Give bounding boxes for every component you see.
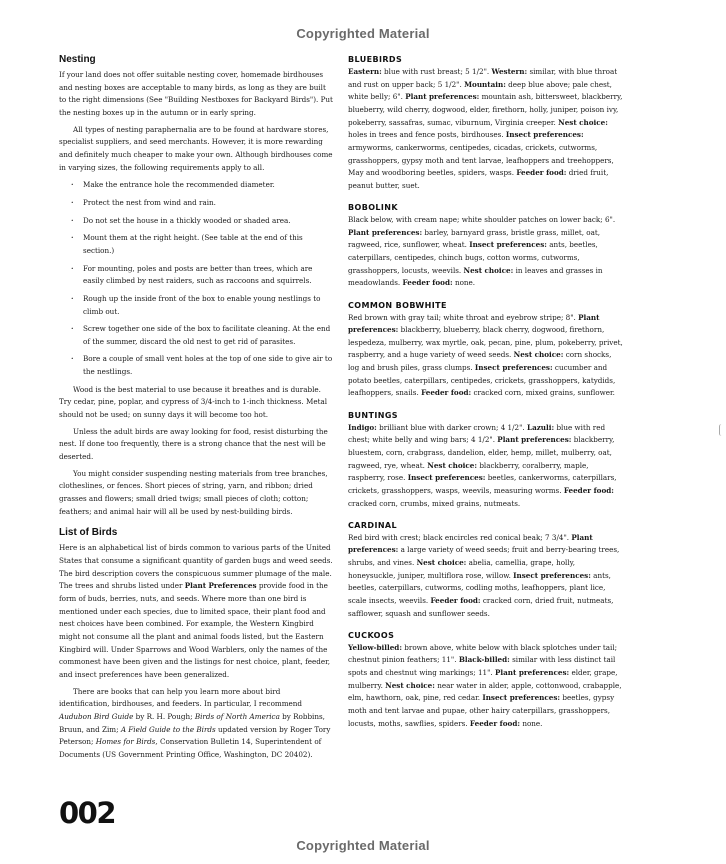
text: cracked corn, mixed grains, sunflower. — [473, 388, 615, 398]
page-edge-mark — [719, 424, 724, 436]
list-item: · Make the entrance hole the recommended diameter. — [77, 179, 333, 192]
text: Red bird with crest; black encircles red conical beak; 7 3/4". — [348, 532, 570, 542]
text: Conservation Bulletin 14, Superintendent of Documents (US Government Printing Office, Washington, DC 20402). — [59, 737, 322, 759]
list-item: · Protect the nest from wind and rain. — [77, 197, 333, 210]
text: corn shocks, log and brush piles, grass clumps. — [348, 350, 612, 373]
feeder-label: Feeder food: — [430, 595, 481, 605]
text: none. — [522, 718, 543, 728]
nest-label: Nest choice: — [416, 558, 467, 567]
insect-label: Insect preferences: — [513, 570, 591, 580]
text: brown above, white below with black splotches under tail; chestnut pinion feathers; 11". — [348, 642, 618, 665]
bird-description — [348, 312, 624, 401]
bird-name: COMMON BOBWHITE — [348, 300, 447, 310]
text: blackberry, coralberry, maple, raspberry, rose. — [348, 460, 589, 483]
nest-label: Nest choice: — [463, 265, 514, 275]
list-item: · Bore a couple of small vent holes at the top of one side to give air to the nestlings. — [77, 353, 333, 378]
text: armyworms, cankerworms, centipedes, cicadas, crickets, cutworms, grasshoppers, gypsy moth and tent larvae, leafhoppers and treehoppers, May and woodboring beetles, spiders, wasps. — [348, 142, 614, 178]
bird-name: BLUEBIRDS — [348, 55, 403, 64]
text: deep blue above; pale chest, white belly; 6". — [348, 79, 612, 102]
right-column — [348, 54, 624, 740]
text: barley, barnyard grass, bristle grass, millet, oat, ragweed, rice, sunflower, wheat. — [348, 227, 601, 250]
list-item: · Rough up the inside front of the box to enable young nestlings to climb out. — [77, 293, 333, 318]
text: dried fruit, peanut butter, suet. — [348, 168, 609, 190]
text: blackberry, bluestem, corn, crabgrass, dandelion, elder, hemp, millet, mulberry, oat, ragweed, rye, wheat. — [348, 435, 615, 470]
feeder-label: Feeder food: — [402, 278, 453, 288]
copyright-watermark-bottom: Copyrighted Material — [296, 838, 430, 853]
nest-label: Nest choice: — [385, 680, 435, 690]
text: a large variety of weed seeds; fruit and berry-bearing trees, shrubs, and vines. — [348, 545, 620, 567]
text: similar, with blue throat and rust on upper back; 5 1/2". — [348, 67, 618, 89]
plant-label: Plant preferences: — [348, 532, 593, 555]
feeder-label: Feeder food: — [516, 168, 567, 178]
text: cucumber and potato beetles, caterpillars, centipedes, crickets, grasshoppers, katydids, leafhoppers, snails. — [348, 363, 616, 398]
term-plant-preferences: Plant Preferences — [184, 581, 257, 591]
plant-label: Plant preferences: — [348, 227, 423, 237]
text: mountain ash, bittersweet, blackberry, blueberry, wild cherry, dogwood, elder, firethorn, holly, juniper, poison ivy, pokeberry, sassafras, sumac, viburnum, Virginia creeper. — [348, 92, 623, 127]
text: by R. H. Pough; — [135, 711, 193, 721]
feeder-label: Feeder food: — [421, 388, 472, 398]
nesting-heading: Nesting — [59, 54, 96, 65]
insect-label: Insect preferences: — [469, 240, 547, 250]
text: Red brown with gray tail; white throat and eyebrow stripe; 8". — [348, 312, 576, 322]
insect-label: Insect preferences: — [474, 363, 553, 373]
bird-name: BUNTINGS — [348, 410, 398, 420]
nest-label: Nest choice: — [558, 117, 608, 127]
nesting-paragraph-2: All types of nesting paraphernalia are to be found at hardware stores, specialist suppliers, and seed merchants. However, it is more rewarding and definitely much cheaper to make your own. Although birdhouses come in varying sizes, the following requirements apply to all. — [59, 124, 333, 172]
plant-label: Plant preferences: — [405, 92, 480, 102]
copyright-watermark-top: Copyrighted Material — [296, 26, 430, 41]
text: in leaves and grasses in meadowlands. — [348, 265, 603, 288]
bird-description — [348, 422, 624, 511]
text: updated version by Roger Tory Peterson; — [59, 724, 331, 747]
variety-label: Indigo: — [348, 422, 377, 432]
text: provide food in the form of buds, berries, nuts, and seeds. Where more than one bird is mentioned under each species, due to limited space, their plant food and nest choices have been combined. For example, the Western Kingbird might not consume all the plant and animal foods listed, but the Eastern Kingbird will. Under Sparrows and Wood Warblers, only the names of the commonest have been given and the listings for nest choice, plant, feeder, and insect preferences have been generalized. — [59, 581, 331, 679]
plant-label: Plant preferences: — [495, 668, 570, 678]
text: by Robbins, Bruun, and Zim; — [59, 711, 325, 734]
nesting-paragraph-5: You might consider suspending nesting materials from tree branches, clotheslines, or fences. Short pieces of string, yarn, and ribbon; dried grasses and flowers; small dried twigs; small pieces of cloth; cotton; feathers; and animal hair will all be used by nest-building birds. — [59, 468, 328, 516]
bird-entry-bluebirds — [348, 54, 624, 193]
list-item: · Do not set the house in a thickly wooded or shaded area. — [77, 215, 333, 228]
nesting-paragraph-1: If your land does not offer suitable nesting cover, homemade birdhouses and nesting boxes are acceptable to many birds, as long as they are built to the right dimensions (See "Building Nestboxes for Backyard Birds"). Put the nesting boxes up in the autumn or in early spring. — [59, 70, 333, 117]
list-paragraph-2 — [59, 686, 333, 762]
book-title: Audubon Bird Guide — [59, 711, 134, 721]
text: cracked corn, dried fruit, nutmeats, safflower, squash and sunflower seeds. — [348, 595, 614, 618]
bird-description — [348, 532, 624, 621]
bird-entry-cuckoos — [348, 630, 624, 731]
feeder-label: Feeder food: — [563, 485, 614, 495]
list-item: · For mounting, poles and posts are better than trees, which are easily climbed by nest raiders, such as raccoons and squirrels. — [77, 263, 333, 288]
left-column — [59, 54, 333, 762]
list-item: · Mount them at the right height. (See table at the end of this section.) — [77, 232, 333, 257]
nesting-paragraph-4: Unless the adult birds are away looking for food, resist disturbing the nest. If done too frequently, there is a strong chance that the nest will be deserted. — [59, 426, 328, 462]
requirements-list — [59, 179, 333, 379]
insect-label: Insect preferences: — [407, 473, 486, 483]
nest-label: Nest choice: — [513, 350, 564, 360]
text: cracked corn, crumbs, mixed grains, nutmeats. — [348, 498, 521, 508]
bird-entry-buntings — [348, 410, 624, 511]
text: ants, beetles, caterpillars, cutworms, codling moths, leafhoppers, plant lice, scale insects, weevils. — [348, 570, 611, 605]
list-paragraph-1 — [59, 542, 333, 681]
variety-label: Lazuli: — [527, 422, 555, 432]
text: none. — [454, 278, 476, 288]
variety-label: Western: — [491, 67, 528, 76]
variety-label: Mountain: — [464, 79, 506, 89]
text: beetles, gypsy moth and tent larvae and pupae, other hairy caterpillars, grasshoppers, locusts, moths, sawflies, spiders. — [348, 693, 615, 728]
bird-entry-bobolink — [348, 202, 624, 290]
book-title: Homes for Birds, — [95, 737, 158, 747]
bird-name: BOBOLINK — [348, 203, 398, 213]
text: similar with less distinct tail spots and chestnut wing markings; 11". — [348, 655, 616, 678]
text: There are books that can help you learn more about bird identification, birdhouses, and feeders. In particular, I recommend — [59, 686, 303, 709]
text: ants, beetles, caterpillars, centipedes, chinch bugs, cotton worms, cutworms, grasshoppers, locusts, weevils. — [348, 240, 598, 275]
insect-label: Insect preferences: — [482, 693, 561, 703]
text: elder, grape, mulberry. — [348, 668, 618, 690]
list-item: · Screw together one side of the box to facilitate cleaning. At the end of the summer, discard the old nest to get rid of parasites. — [77, 323, 333, 348]
variety-label: Black-billed: — [458, 655, 510, 665]
book-title: Birds of North America — [194, 711, 280, 721]
insect-label: Insect preferences: — [505, 130, 584, 140]
bird-entry-cardinal — [348, 520, 624, 621]
book-title: A Field Guide to the Birds — [120, 724, 216, 734]
bird-name: CARDINAL — [348, 520, 398, 530]
variety-label: Yellow-billed: — [348, 642, 402, 652]
variety-label: Eastern: — [348, 67, 382, 76]
text: blue with rust breast; 5 1/2". — [384, 67, 490, 76]
list-of-birds-heading: List of Birds — [59, 527, 118, 539]
nesting-paragraph-3: Wood is the best material to use because it breathes and is durable. Try cedar, pine, poplar, and cypress of 3/4-inch to 1-inch thickness. Metal should not be used; on sunny days it will become too hot. — [59, 384, 328, 420]
feeder-label: Feeder food: — [469, 718, 521, 728]
text: holes in trees and fence posts, birdhouses. — [348, 130, 504, 140]
bird-entry-common-bobwhite — [348, 300, 624, 401]
bird-name: CUCKOOS — [348, 630, 395, 640]
text: abelia, camellia, grape, holly, honeysuckle, juniper, multiflora rose, willow. — [348, 558, 576, 580]
text: blackberry, blueberry, black cherry, dogwood, firethorn, lespedeza, mulberry, wax myrtle, oak, pecan, pine, plum, pokeberry, privet, raspberry, and a huge variety of weed seeds. — [348, 325, 623, 360]
text: near water in alder, apple, cottonwood, crabapple, elm, hawthorn, oak, pine, red cedar. — [348, 680, 622, 703]
text: beetles, cankerworms, caterpillars, crickets, grasshoppers, wasps, weevils, measuring worms. — [348, 473, 617, 495]
nest-label: Nest choice: — [427, 460, 478, 470]
text: blue with red chest; white belly and wing bars; 4 1/2". — [348, 422, 606, 445]
text: Black below, with cream nape; white shoulder patches on lower back; 6". — [348, 215, 616, 225]
bird-description — [348, 66, 624, 193]
bird-description — [348, 214, 624, 290]
bird-description — [348, 642, 624, 731]
text: Here is an alphabetical list of birds common to various parts of the United States that consume a significant quantity of garden bugs and weed seeds. The bird description covers the conspicuous summer plumage of the male. The trees and shrubs listed under — [59, 543, 333, 591]
page-number: 002 — [59, 796, 116, 830]
plant-label: Plant preferences: — [348, 312, 600, 335]
plant-label: Plant preferences: — [497, 435, 572, 445]
text: brilliant blue with darker crown; 4 1/2". — [379, 422, 525, 432]
